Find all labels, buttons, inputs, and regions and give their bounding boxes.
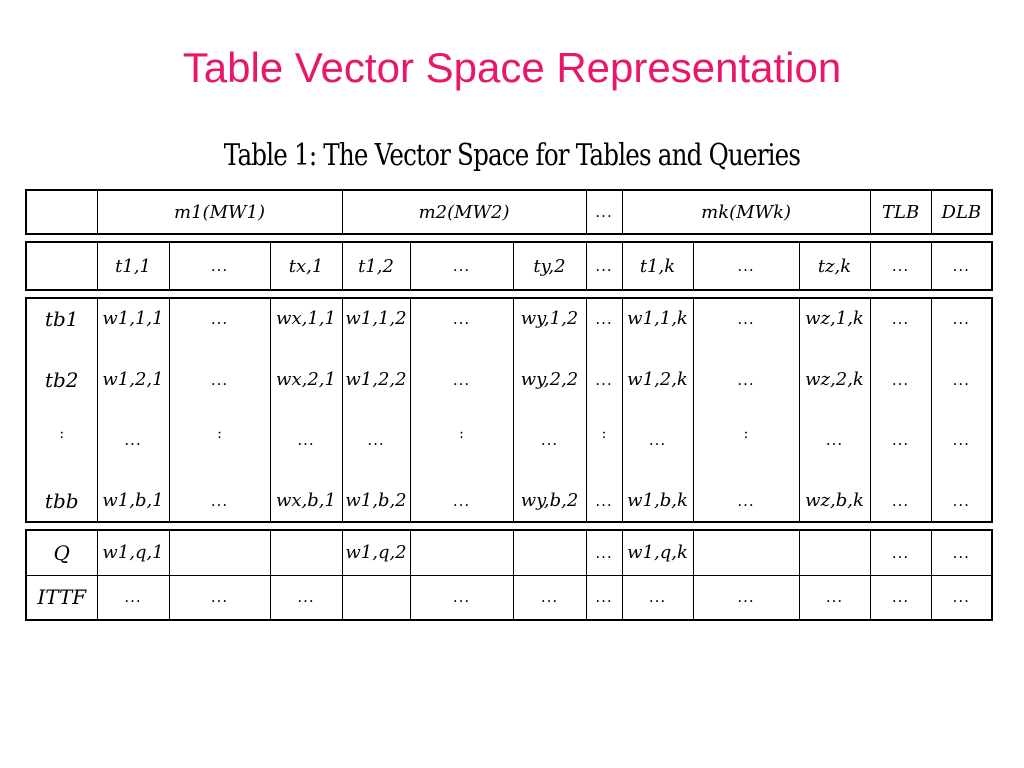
table-cell: w1,b,2 xyxy=(345,489,407,511)
table-cell: wx,1,1 xyxy=(276,308,336,329)
term-blank-cell xyxy=(26,242,97,290)
table-cell: ... xyxy=(952,310,970,328)
term-cell: ... xyxy=(410,242,513,290)
header-tlb: TLB xyxy=(870,190,931,234)
header-table xyxy=(25,189,993,235)
table-cell: ... xyxy=(452,491,471,510)
query-cell xyxy=(693,530,799,575)
table-cell: ... xyxy=(210,310,229,328)
ittf-cell: ... xyxy=(799,575,870,620)
term-cell: t1,2 xyxy=(342,242,410,290)
table-cell: w1,1,2 xyxy=(345,308,407,329)
body-column xyxy=(870,298,931,522)
row-label: tb2 xyxy=(44,367,79,392)
table-cell: ... xyxy=(891,431,910,450)
table-cell: ... xyxy=(737,310,755,328)
ittf-cell: ... xyxy=(870,575,931,620)
body-table xyxy=(25,297,993,523)
header-m1: m1(MW1) xyxy=(97,190,342,234)
body-column xyxy=(622,298,693,522)
table-cell: w1,2,2 xyxy=(345,368,407,390)
ittf-cell: ... xyxy=(586,575,622,620)
query-cell xyxy=(799,530,870,575)
table-cell: ... xyxy=(297,431,315,450)
ittf-cell: ... xyxy=(270,575,342,620)
table-cell: ... xyxy=(891,310,910,328)
term-row xyxy=(26,242,992,290)
table-cell: : xyxy=(459,426,464,443)
term-cell: ... xyxy=(870,242,931,290)
ittf-cell: ... xyxy=(693,575,799,620)
body-column xyxy=(169,298,270,522)
table-cell: ... xyxy=(648,431,667,450)
table-cell: wx,b,1 xyxy=(276,489,336,511)
table-cell: wz,2,k xyxy=(805,368,864,390)
header-mk: mk(MWk) xyxy=(622,190,870,234)
table-cell: ... xyxy=(891,370,910,389)
ittf-row xyxy=(26,575,992,620)
header-m2: m2(MW2) xyxy=(342,190,586,234)
table-cell: ... xyxy=(210,370,229,389)
table-cell: ... xyxy=(952,491,970,510)
ittf-cell: ... xyxy=(410,575,513,620)
term-cell: ... xyxy=(931,242,992,290)
table-cell: wy,2,2 xyxy=(520,368,579,390)
query-cell: ... xyxy=(870,530,931,575)
body-column xyxy=(931,298,992,522)
table-cell: wz,1,k xyxy=(805,308,864,329)
query-cell: ... xyxy=(931,530,992,575)
term-cell: ... xyxy=(169,242,270,290)
body-row xyxy=(26,298,992,522)
term-cell: tz,k xyxy=(799,242,870,290)
body-column xyxy=(97,298,169,522)
body-column xyxy=(693,298,799,522)
query-cell: w1,q,1 xyxy=(97,530,169,575)
query-cell xyxy=(410,530,513,575)
row-label: : xyxy=(59,426,65,443)
ittf-cell: ... xyxy=(169,575,270,620)
query-cell xyxy=(169,530,270,575)
row-label: tbb xyxy=(44,488,79,513)
term-table xyxy=(25,241,993,291)
table-cell: w1,b,k xyxy=(627,489,688,511)
query-label: Q xyxy=(26,530,97,575)
query-table xyxy=(25,529,993,621)
term-cell: t1,k xyxy=(622,242,693,290)
table-cell: wz,b,k xyxy=(805,489,864,511)
query-row xyxy=(26,530,992,575)
table-cell: ... xyxy=(540,431,559,450)
table-caption: Table 1: The Vector Space for Tables and Queries xyxy=(223,138,801,173)
row-label: tb1 xyxy=(44,307,79,331)
table-cell: ... xyxy=(595,310,613,328)
ittf-cell xyxy=(342,575,410,620)
term-cell: ... xyxy=(693,242,799,290)
header-dots: ... xyxy=(586,190,622,234)
ittf-cell: ... xyxy=(513,575,586,620)
table-cell: ... xyxy=(891,491,910,510)
table-cell: : xyxy=(601,426,607,443)
table-cell: ... xyxy=(452,370,471,389)
table-cell: ... xyxy=(210,491,229,510)
table-cell: ... xyxy=(124,431,142,450)
table-cell: wy,1,2 xyxy=(520,308,579,329)
body-column xyxy=(586,298,622,522)
table-cell: ... xyxy=(825,431,844,450)
table-cell: ... xyxy=(952,431,970,450)
table-cell: w1,2,1 xyxy=(102,368,164,390)
slide-title: Table Vector Space Representation xyxy=(182,44,842,91)
table-cell: w1,1,1 xyxy=(102,308,164,329)
body-label-column xyxy=(26,298,97,522)
table-cell: : xyxy=(743,426,749,443)
body-column xyxy=(513,298,586,522)
query-cell: ... xyxy=(586,530,622,575)
table-cell: wx,2,1 xyxy=(276,368,336,390)
ittf-cell: ... xyxy=(97,575,169,620)
body-column xyxy=(270,298,342,522)
ittf-cell: ... xyxy=(622,575,693,620)
term-cell: ty,2 xyxy=(513,242,586,290)
query-cell xyxy=(513,530,586,575)
ittf-label: ITTF xyxy=(26,575,97,620)
query-cell xyxy=(270,530,342,575)
query-cell: w1,q,2 xyxy=(342,530,410,575)
table-cell: ... xyxy=(737,370,755,389)
table-cell: wy,b,2 xyxy=(520,489,579,511)
ittf-cell: ... xyxy=(931,575,992,620)
table-cell: w1,1,k xyxy=(627,308,688,329)
header-blank-cell xyxy=(26,190,97,234)
table-cell: ... xyxy=(595,491,613,510)
body-column xyxy=(799,298,870,522)
table-cell: w1,2,k xyxy=(627,368,688,390)
table-cell: ... xyxy=(952,370,970,389)
term-cell: ... xyxy=(586,242,622,290)
table-cell: ... xyxy=(595,370,613,389)
body-column xyxy=(410,298,513,522)
query-cell: w1,q,k xyxy=(622,530,693,575)
term-cell: tx,1 xyxy=(270,242,342,290)
table-cell: ... xyxy=(367,431,385,450)
table-cell: : xyxy=(217,426,222,443)
table-cell: ... xyxy=(737,491,755,510)
term-cell: t1,1 xyxy=(97,242,169,290)
body-column xyxy=(342,298,410,522)
table-cell: ... xyxy=(452,310,471,328)
header-dlb: DLB xyxy=(931,190,992,234)
table-cell: w1,b,1 xyxy=(102,489,164,511)
